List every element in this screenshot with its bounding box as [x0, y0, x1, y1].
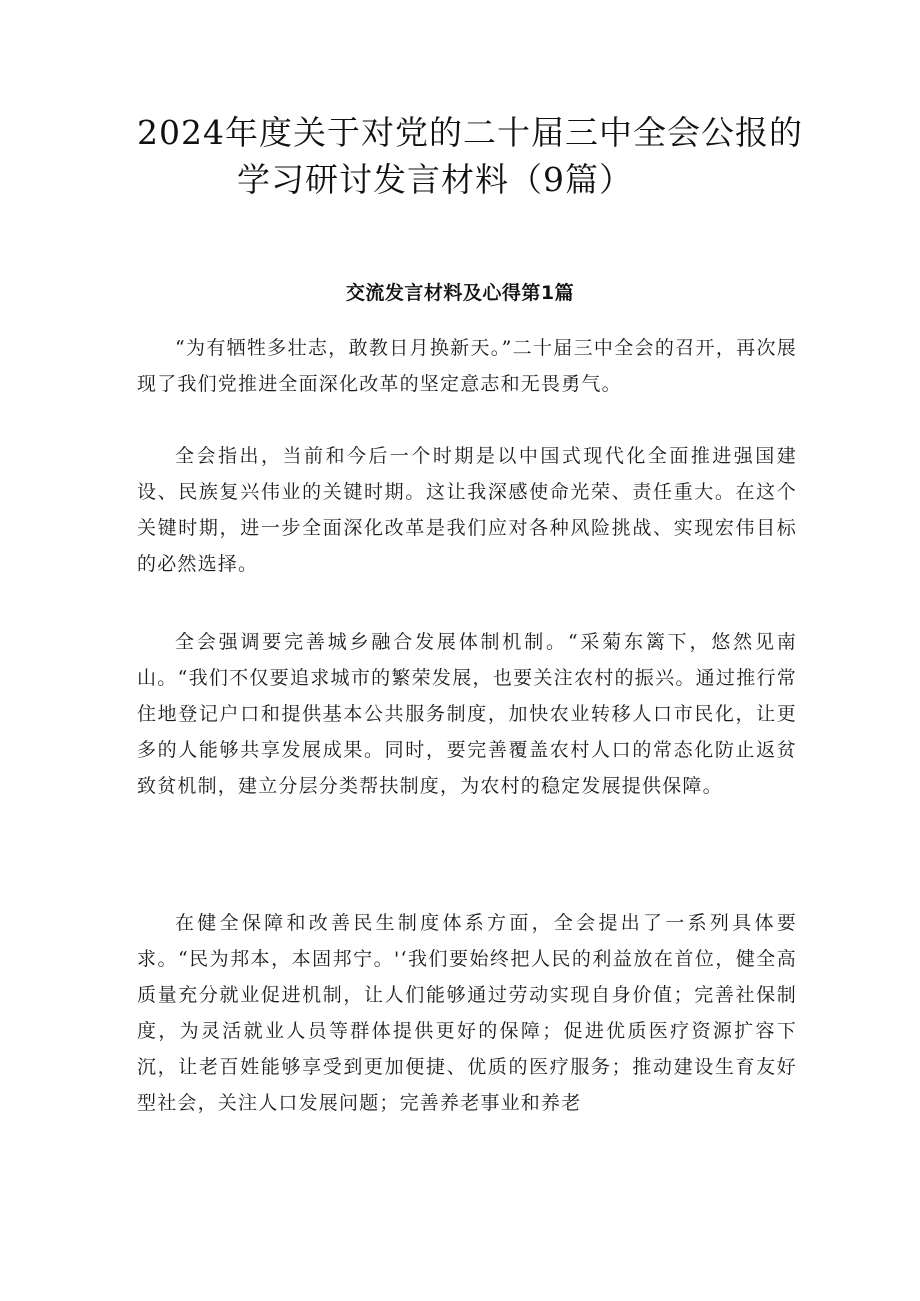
paragraph-2-text: 全会指出，当前和今后一个时期是以中国式现代化全面推进强国建设、民族复兴伟业的关键时期。这让我深感使命光荣、责任重大。在这个关键时期，进一步全面深化改革是我们应对各种风险挑战、实现宏伟目标的必然选择。 — [137, 445, 797, 575]
paragraph-3 — [137, 624, 797, 804]
document-title-line-2: 学习研讨发言材料（9篇） — [237, 160, 633, 199]
paragraph-4-text: 在健全保障和改善民生制度体系方面，全会提出了一系列具体要求。“民为邦本，本固邦宁。'‘我们要始终把人民的利益放在首位，健全高质量充分就业促进机制，让人们能够通过劳动实现自身价值；完善社保制度，为灵活就业人员等群体提供更好的保障；促进优质医疗资源扩容下沉，让老百姓能够享受到更加便捷、优质的医疗服务；推动建设生育友好型社会，关注人口发展问题；完善养老事业和养老 — [137, 912, 797, 1114]
paragraph-2 — [137, 438, 797, 582]
document-title-line-1: 2024年度关于对党的二十届三中全会公报的 — [137, 113, 803, 152]
section-heading: 交流发言材料及心得第1篇 — [345, 282, 575, 304]
paragraph-4 — [137, 905, 797, 1121]
paragraph-3-text: 全会强调要完善城乡融合发展体制机制。“采菊东篱下，悠然见南山。“我们不仅要追求城市的繁荣发展，也要关注农村的振兴。通过推行常住地登记户口和提供基本公共服务制度，加快农业转移人口市民化，让更多的人能够共享发展成果。同时，要完善覆盖农村人口的常态化防止返贫致贫机制，建立分层分类帮扶制度，为农村的稳定发展提供保障。 — [137, 631, 797, 797]
paragraph-1 — [137, 330, 797, 402]
paragraph-1-text: “为有牺牲多壮志，敢教日月换新天。”二十届三中全会的召开，再次展现了我们党推进全面深化改革的坚定意志和无畏勇气。 — [137, 337, 797, 395]
